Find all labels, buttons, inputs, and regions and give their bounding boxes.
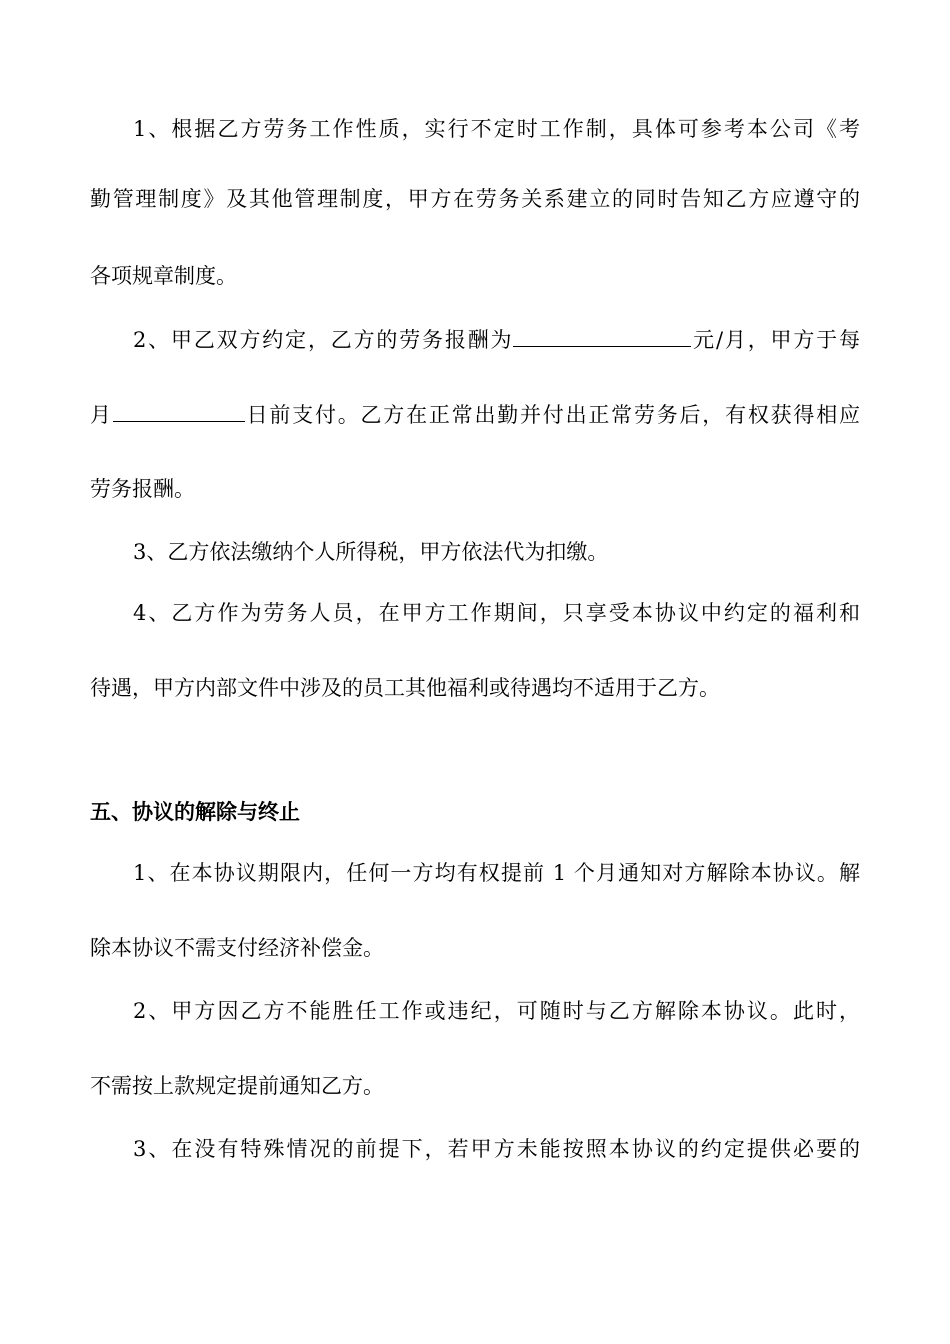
s5-item2-line1: 2、甲方因乙方不能胜任工作或违纪，可随时与乙方解除本协议。此时， <box>133 999 860 1023</box>
s5-item2-line2: 不需按上款规定提前通知乙方。 <box>90 1074 384 1098</box>
s4-item1-line3: 各项规章制度。 <box>90 264 237 288</box>
s5-item3-line1: 3、在没有特殊情况的前提下，若甲方未能按照本协议的约定提供必要的 <box>133 1137 860 1161</box>
s4-item4-line1: 4、乙方作为劳务人员，在甲方工作期间，只享受本协议中约定的福利和 <box>133 601 860 625</box>
s4-item2-line2-text-a: 月 <box>90 403 113 427</box>
s4-item2-line1-text-b: 元/月，甲方于每 <box>691 328 860 352</box>
s4-item2-line3: 劳务报酬。 <box>90 477 195 501</box>
s4-item2-line1-text-a: 2、甲乙双方约定，乙方的劳务报酬为 <box>133 328 514 352</box>
payment-day-blank <box>113 399 245 422</box>
s4-item2-line1 <box>133 324 860 355</box>
s5-item1-line2: 除本协议不需支付经济补偿金。 <box>90 936 384 960</box>
salary-amount-blank <box>513 324 691 347</box>
s4-item2-line2-text-b: 日前支付。乙方在正常出勤并付出正常劳务后，有权获得相应 <box>244 403 861 427</box>
s4-item4-line2: 待遇，甲方内部文件中涉及的员工其他福利或待遇均不适用于乙方。 <box>90 676 720 700</box>
s4-item1-line1: 1、根据乙方劳务工作性质，实行不定时工作制，具体可参考本公司《考 <box>133 117 860 141</box>
s4-item3-line1: 3、乙方依法缴纳个人所得税，甲方依法代为扣缴。 <box>133 540 609 564</box>
s4-item1-line2: 勤管理制度》及其他管理制度，甲方在劳务关系建立的同时告知乙方应遵守的 <box>90 187 860 211</box>
section5-heading: 五、协议的解除与终止 <box>90 800 300 824</box>
s4-item2-line2 <box>90 399 860 430</box>
s5-item1-line1: 1、在本协议期限内，任何一方均有权提前 1 个月通知对方解除本协议。解 <box>133 861 860 885</box>
